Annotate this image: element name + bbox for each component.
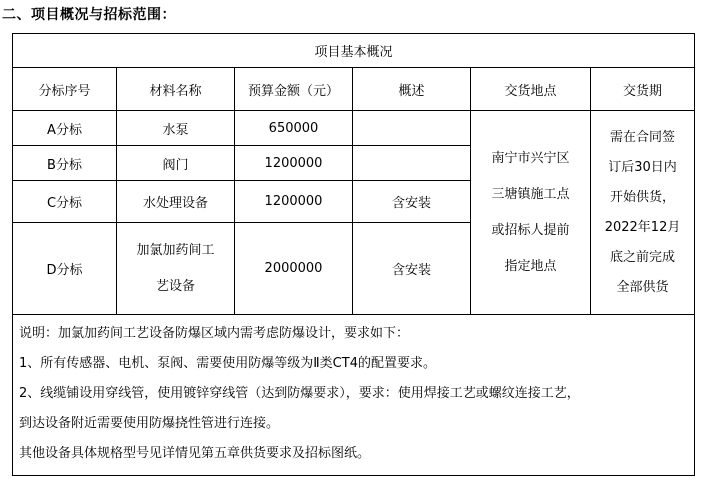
header-budget: 预算金额（元） [235, 68, 353, 111]
material-cell: 阀门 [117, 146, 235, 181]
location-line: 或招标人提前 [491, 222, 570, 238]
location-line: 南宁市兴宁区 [491, 150, 570, 166]
project-overview-table [12, 33, 695, 476]
delivery-line: 底之前完成 [610, 249, 676, 265]
header-lot: 分标序号 [13, 68, 117, 111]
delivery-line: 开始供货， [610, 189, 676, 205]
description-cell: 含安装 [353, 223, 471, 315]
section-heading: 二、项目概况与招标范围： [2, 7, 176, 23]
budget-cell: 1200000 [235, 181, 353, 223]
header-description: 概述 [353, 68, 471, 111]
header-material: 材料名称 [117, 68, 235, 111]
header-location: 交货地点 [471, 68, 591, 111]
delivery-line: 需在合同签 [610, 129, 676, 145]
budget-cell: 650000 [235, 111, 353, 146]
material-cell: 水泵 [117, 111, 235, 146]
delivery-line: 订后30日内 [608, 159, 677, 175]
note-line: 其他设备具体规格型号见详情见第五章供货要求及招标图纸。 [19, 446, 371, 461]
material-line: 加氯加药间工 [136, 242, 215, 258]
delivery-line: 2022年12月 [604, 219, 681, 235]
location-line: 指定地点 [504, 258, 557, 274]
table-row [13, 111, 695, 146]
note-line: 说明：加氯加药间工艺设备防爆区域内需考虑防爆设计，要求如下： [19, 326, 410, 341]
description-cell: 含安装 [353, 181, 471, 223]
notes-cell [13, 315, 695, 476]
header-row [13, 68, 695, 111]
description-cell [353, 146, 471, 181]
material-line: 艺设备 [155, 278, 195, 294]
note-line: 2、线缆铺设用穿线管，使用镀锌穿线管（达到防爆要求），要求：使用焊接工艺或螺纹连接工艺， [19, 386, 580, 401]
header-delivery: 交货期 [591, 68, 695, 111]
delivery-line: 全部供货 [616, 279, 669, 295]
lot-cell: A分标 [13, 111, 117, 146]
budget-cell: 2000000 [235, 223, 353, 315]
material-cell [117, 223, 235, 315]
note-line: 到达设备附近需要使用防爆挠性管进行连接。 [19, 416, 280, 431]
lot-cell: D分标 [13, 223, 117, 315]
lot-cell: B分标 [13, 146, 117, 181]
budget-cell: 1200000 [235, 146, 353, 181]
delivery-cell [591, 111, 695, 315]
table-title: 项目基本概况 [13, 34, 695, 68]
location-cell [471, 111, 591, 315]
description-cell [353, 111, 471, 146]
lot-cell: C分标 [13, 181, 117, 223]
location-line: 三塘镇施工点 [491, 186, 570, 202]
note-line: 1、所有传感器、电机、泵阀、需要使用防爆等级为Ⅱ类CT4的配置要求。 [19, 356, 436, 371]
material-cell: 水处理设备 [117, 181, 235, 223]
